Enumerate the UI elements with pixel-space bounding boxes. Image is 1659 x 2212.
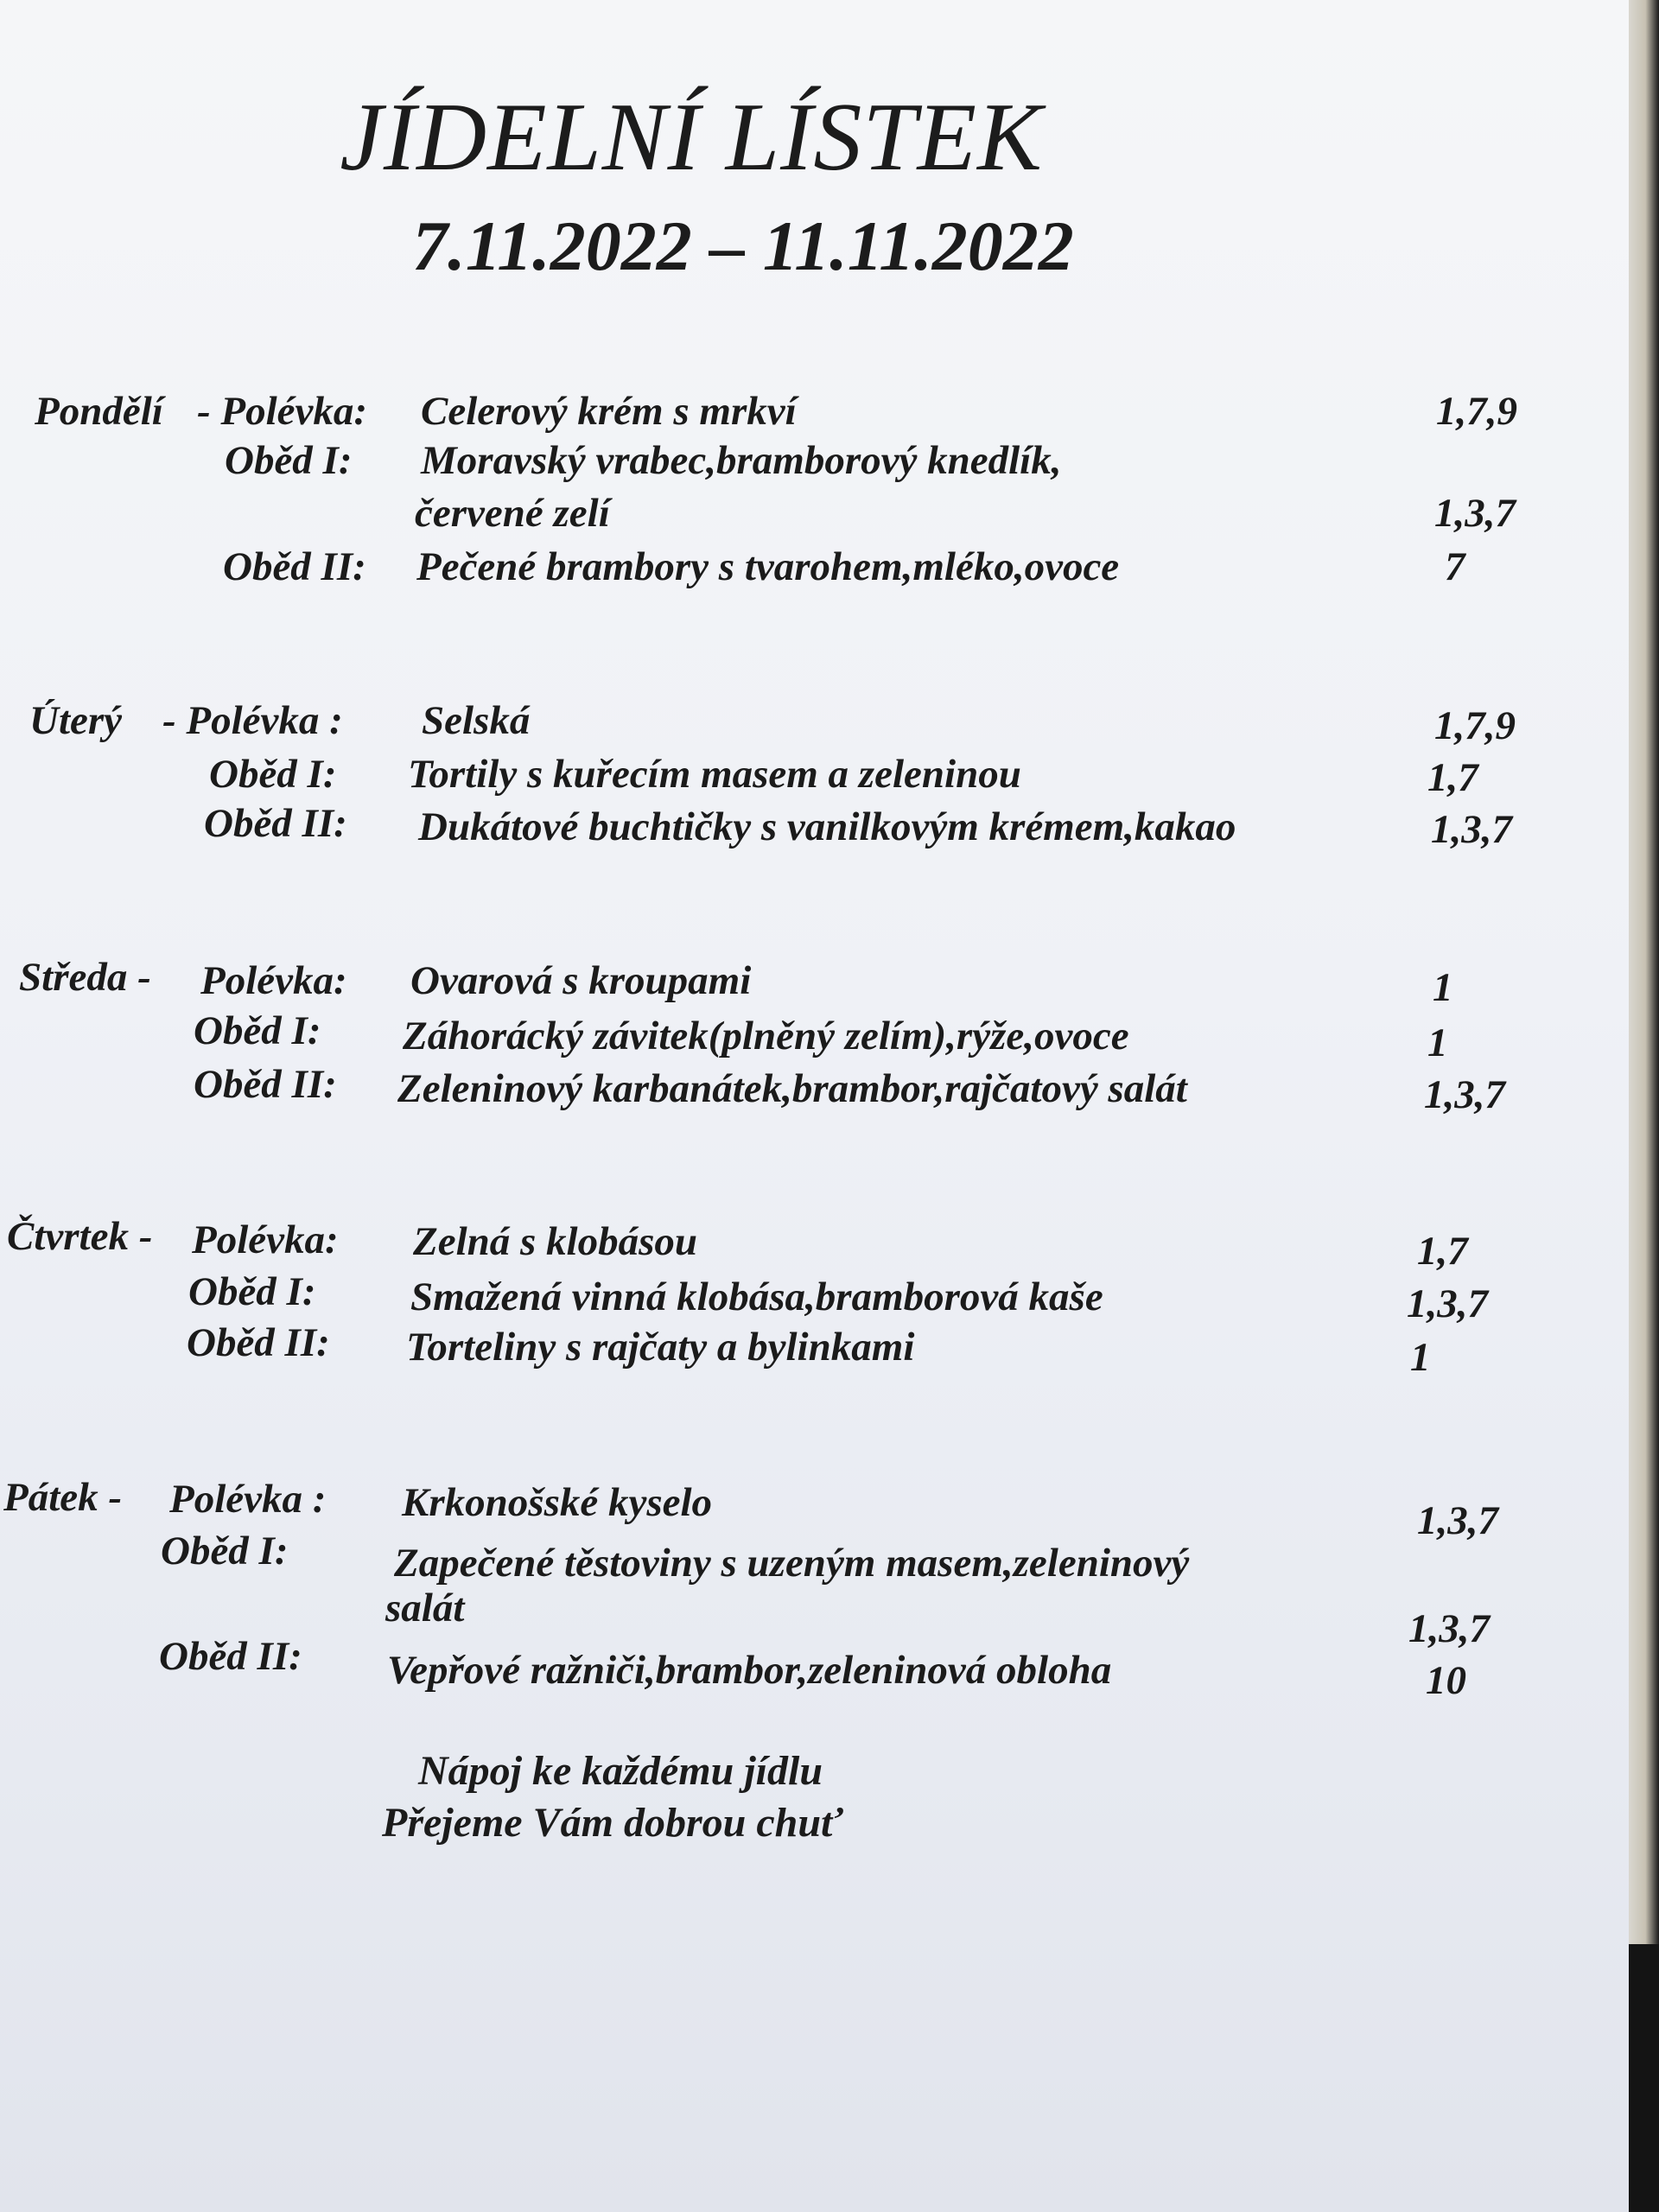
friday-lunch1-dish-line2: salát [385,1586,465,1630]
wednesday-lunch1-dish: Záhorácký závitek(plněný zelím),rýže,ovoce [403,1014,1129,1058]
thursday-lunch2-label: Oběd II: [187,1320,330,1365]
monday-lunch1-label: Oběd I: [225,438,353,483]
friday-lunch2-label: Oběd II: [159,1634,302,1679]
monday-soup-allergens: 1,7,9 [1436,389,1517,434]
wednesday-lunch2-dish: Zeleninový karbanátek,brambor,rajčatový salát [397,1066,1187,1111]
thursday-lunch1-label: Oběd I: [188,1269,316,1314]
monday-soup-label: - Polévka: [197,389,368,434]
monday-soup-dish: Celerový krém s mrkví [421,389,797,434]
monday-lunch1-allergens: 1,3,7 [1434,491,1516,536]
day-name-thursday: Čtvrtek - [7,1214,153,1259]
friday-soup-dish: Krkonošské kyselo [402,1480,713,1525]
thursday-soup-dish: Zelná s klobásou [413,1219,698,1264]
day-name-tuesday: Úterý [29,698,123,743]
friday-lunch1-allergens: 1,3,7 [1408,1606,1490,1651]
tuesday-lunch2-allergens: 1,3,7 [1431,807,1512,852]
friday-lunch1-label: Oběd I: [161,1529,289,1573]
monday-lunch2-dish: Pečené brambory s tvarohem,mléko,ovoce [416,544,1120,589]
thursday-lunch1-dish: Smažená vinná klobása,bramborová kaše [410,1274,1103,1319]
tuesday-soup-dish: Selská [422,698,531,743]
tuesday-lunch1-allergens: 1,7 [1427,755,1478,800]
wednesday-lunch2-label: Oběd II: [194,1062,337,1107]
thursday-soup-allergens: 1,7 [1417,1229,1468,1274]
wednesday-lunch1-label: Oběd I: [194,1008,321,1053]
friday-lunch2-allergens: 10 [1426,1658,1466,1703]
tuesday-lunch1-dish: Tortily s kuřecím masem a zeleninou [408,752,1021,797]
background-table-edge [1629,0,1659,2212]
wednesday-soup-allergens: 1 [1433,965,1453,1010]
wednesday-lunch2-allergens: 1,3,7 [1424,1072,1505,1117]
wednesday-lunch1-allergens: 1 [1427,1020,1448,1065]
monday-lunch2-label: Oběd II: [223,544,366,589]
monday-lunch1-dish-line2: červené zelí [415,491,610,536]
tuesday-lunch2-label: Oběd II: [204,801,347,846]
thursday-lunch1-allergens: 1,3,7 [1407,1281,1488,1326]
tuesday-lunch1-label: Oběd I: [209,752,337,797]
thursday-lunch2-allergens: 1 [1410,1335,1431,1380]
tuesday-lunch2-dish: Dukátové buchtičky s vanilkovým krémem,kakao [418,804,1236,849]
friday-lunch2-dish: Vepřové ražniči,brambor,zeleninová obloha [387,1648,1112,1693]
monday-lunch1-dish-line1: Moravský vrabec,bramborový knedlík, [421,438,1062,483]
friday-soup-label: Polévka : [169,1477,327,1522]
menu-title: JÍDELNÍ LÍSTEK [340,84,1043,191]
day-name-wednesday: Středa - [19,955,151,1000]
background-shadow [1629,1944,1659,2212]
footer-enjoy-note: Přejeme Vám dobrou chuť [382,1800,843,1846]
day-name-monday: Pondělí [35,389,163,434]
thursday-lunch2-dish: Torteliny s rajčaty a bylinkami [406,1325,915,1370]
wednesday-soup-label: Polévka: [200,958,347,1003]
wednesday-soup-dish: Ovarová s kroupami [410,958,752,1003]
tuesday-soup-allergens: 1,7,9 [1434,703,1516,748]
menu-date-range: 7.11.2022 – 11.11.2022 [412,207,1074,285]
thursday-soup-label: Polévka: [192,1217,339,1262]
day-name-friday: Pátek - [3,1475,123,1520]
monday-lunch2-allergens: 7 [1445,544,1465,589]
footer-drink-note: Nápoj ke každému jídlu [418,1748,823,1794]
friday-lunch1-dish-line1: Zapečené těstoviny s uzeným masem,zeleninový [394,1541,1190,1586]
friday-soup-allergens: 1,3,7 [1417,1498,1498,1543]
tuesday-soup-label: - Polévka : [162,698,343,743]
